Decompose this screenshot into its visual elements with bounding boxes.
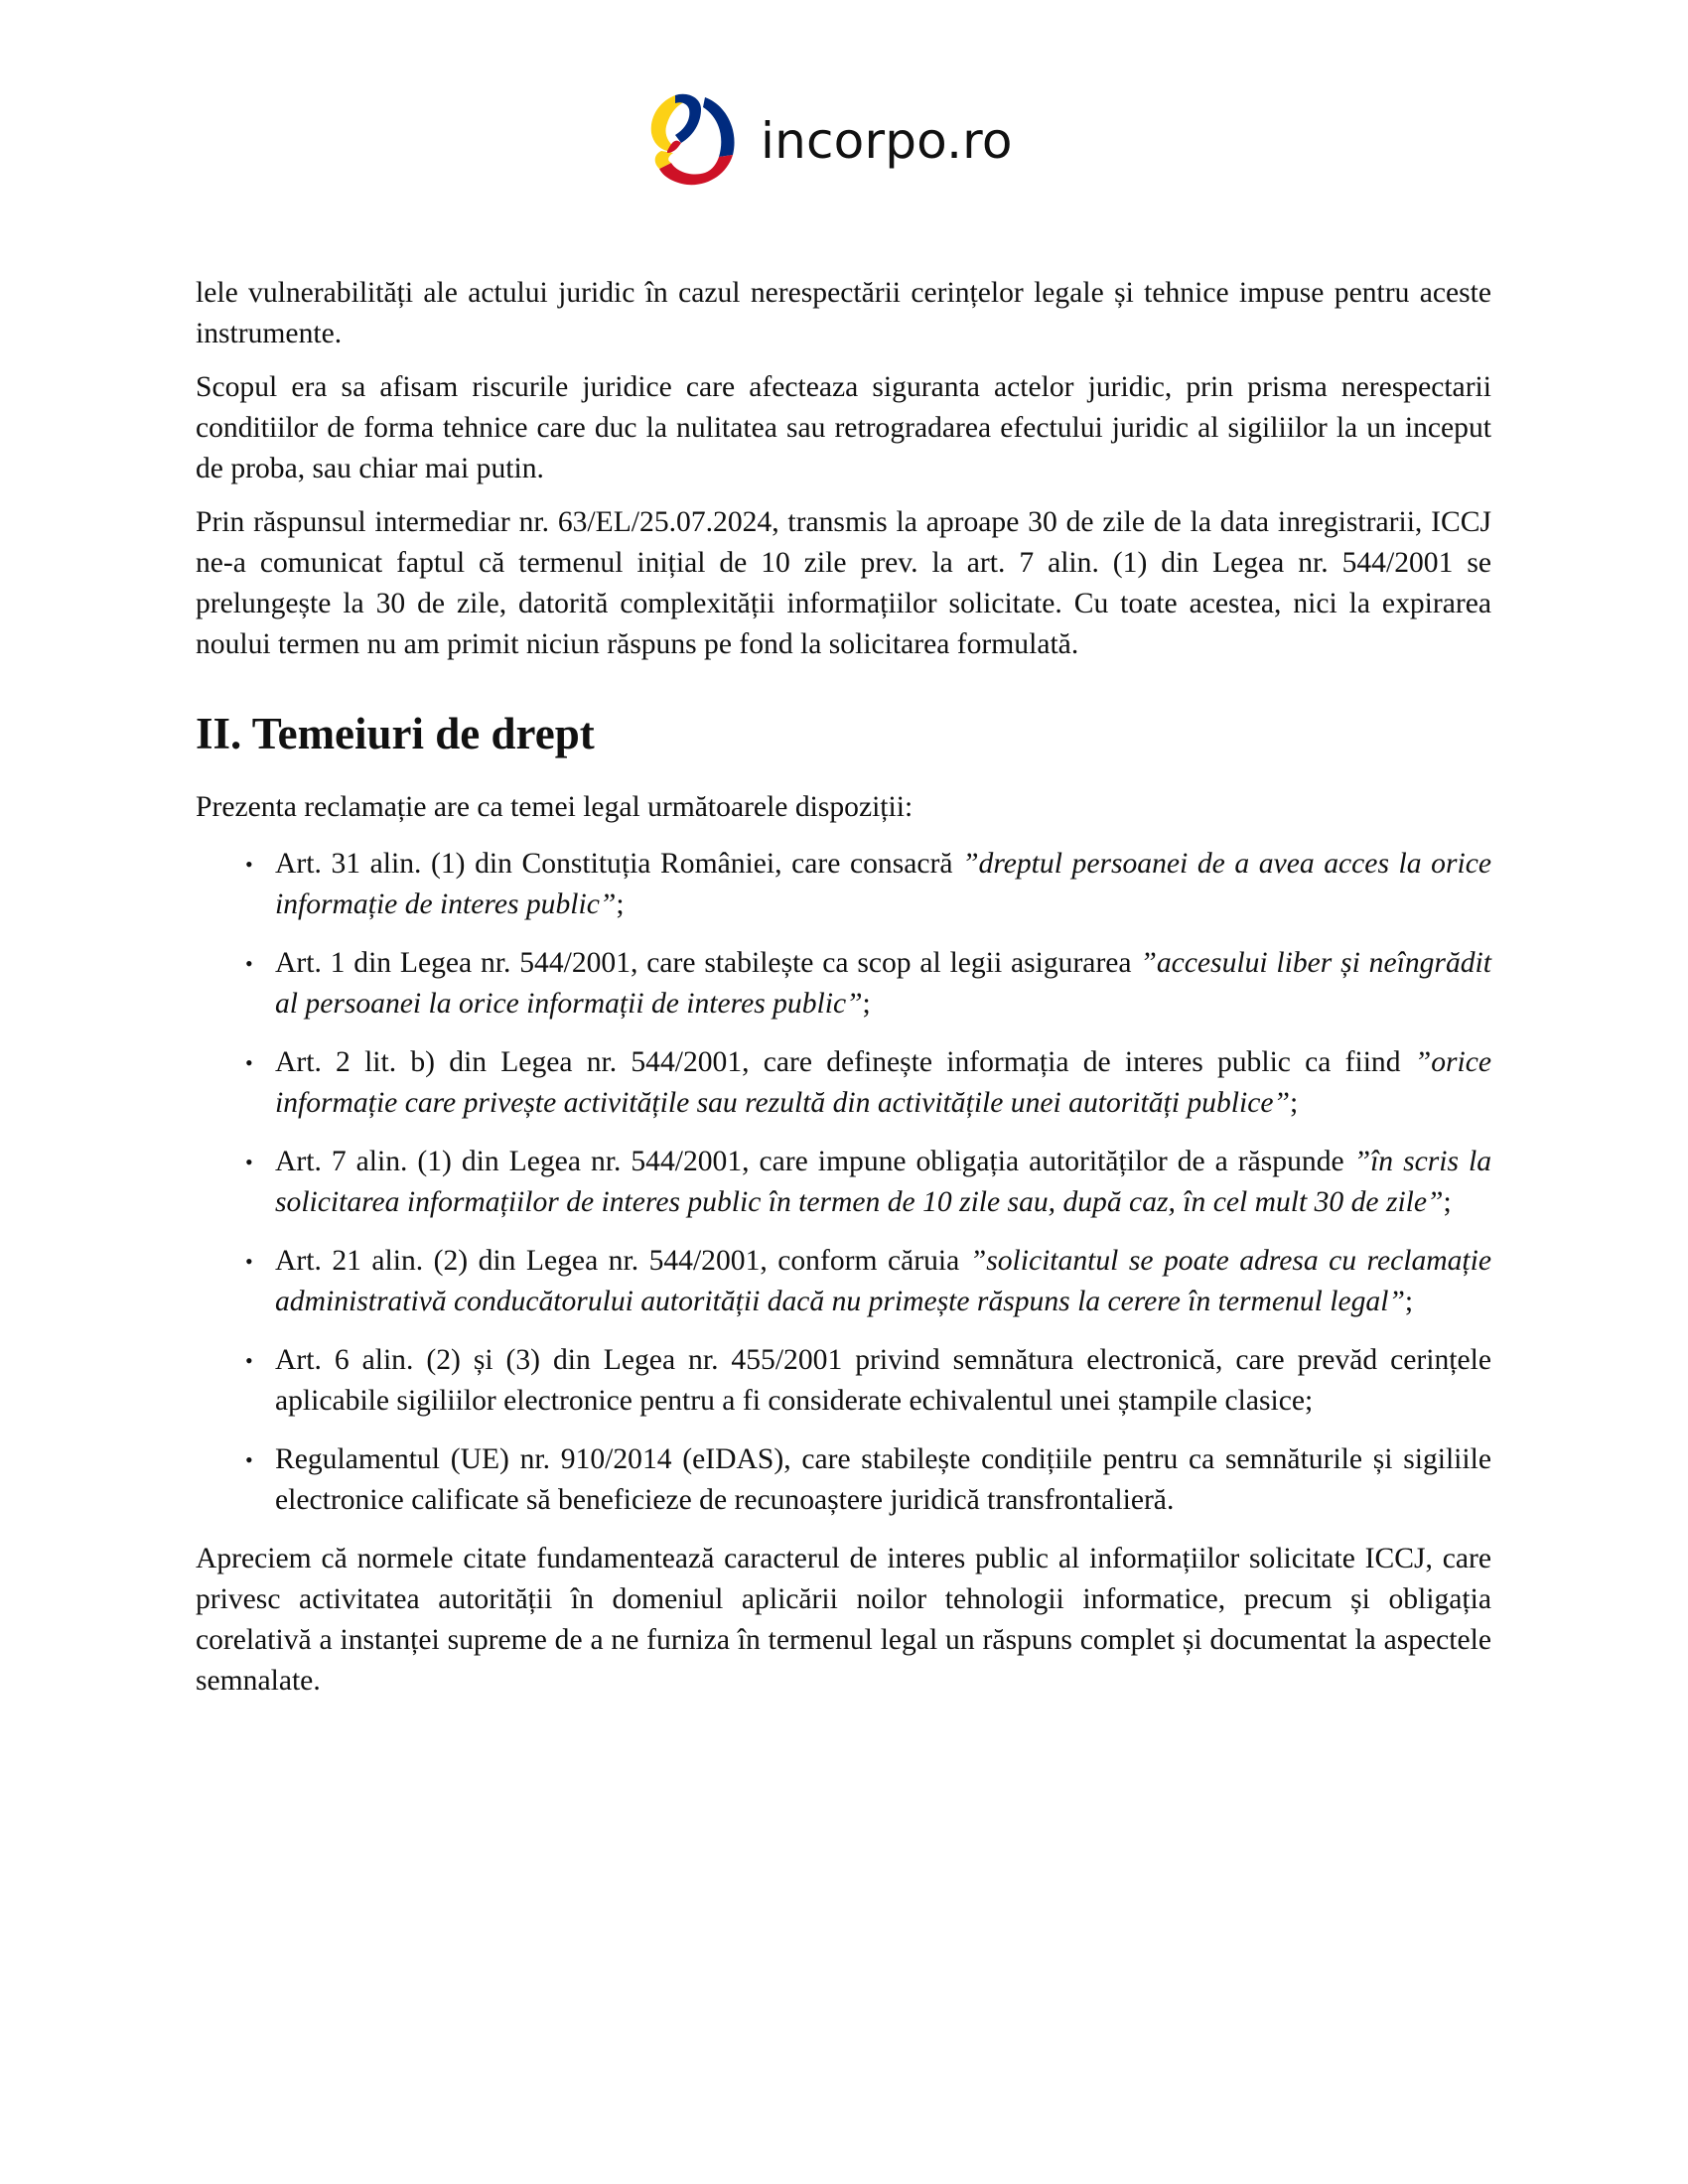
document-body <box>196 273 1491 1714</box>
list-item: • Regulamentul (UE) nr. 910/2014 (eIDAS), care stabilește condițiile pentru ca semnăturile și sigiliile electronice calificate să beneficieze de recunoaștere juridică transfrontalieră. <box>196 1439 1491 1521</box>
logo <box>647 91 1013 191</box>
conclusion-paragraph: Apreciem că normele citate fundamentează caracterul de interes public al informațiilor solicitate ICCJ, care privesc activitatea autorității în domeniul aplicării noilor tehnologii informatice, precum și obligația corelativă a instanței supreme de a ne furniza în termenul legal un răspuns complet și documentat la aspectele semnalate. <box>196 1542 1491 1697</box>
paragraph: Scopul era sa afisam riscurile juridice care afecteaza siguranta actelor juridic, prin prisma nerespectarii conditiilor de forma tehnice care duc la nulitatea sau retrogradarea efectului juridic al sigiliilor la un inceput de proba, sau chiar mai putin. <box>196 371 1491 484</box>
list-item: • Art. 1 din Legea nr. 544/2001, care stabilește ca scop al legii asigurarea ”accesului liber și neîngrădit al persoanei la orice informații de interes public”; <box>196 943 1491 1024</box>
quote: ”dreptul persoanei de a avea acces la orice informație de interes public” <box>275 847 1491 920</box>
quote: ”în scris la solicitarea informațiilor de interes public în termen de 10 zile sau, după caz, în cel mult 30 de zile” <box>275 1145 1492 1218</box>
bullet-icon: • <box>245 1347 253 1373</box>
section-intro: Prezenta reclamație are ca temei legal următoarele dispoziții: <box>196 790 914 823</box>
bullet-icon: • <box>245 950 253 976</box>
paragraph: lele vulnerabilități ale actului juridic în cazul nerespectării cerințelor legale și tehnice impuse pentru aceste instrumente. <box>196 277 1491 349</box>
legal-basis-list <box>196 844 1491 1521</box>
logo-text: incorpo.ro <box>761 112 1013 170</box>
bullet-icon: • <box>245 1248 253 1274</box>
paragraph: Prin răspunsul intermediar nr. 63/EL/25.07.2024, transmis la aproape 30 de zile de la data inregistrarii, ICCJ ne-a comunicat faptul că termenul inițial de 10 zile prev. la art. 7 alin. (1) din Legea nr. 544/2001 se prelungește la 30 de zile, datorită complexității informațiilor solicitate. Cu toate acestea, nici la expirarea noului termen nu am primit niciun răspuns pe fond la solicitarea formulată. <box>196 506 1491 660</box>
quote: ”solicitantul se poate adresa cu reclamație administrativă conducătorului autorității dacă nu primește răspuns la cerere în termenul legal” <box>275 1244 1491 1317</box>
list-item: • Art. 7 alin. (1) din Legea nr. 544/2001, care impune obligația autorităților de a răspunde ”în scris la solicitarea informațiilor de interes public în termen de 10 zile sau, după caz, în cel mult 30 de zile”; <box>196 1142 1491 1223</box>
list-item: • Art. 2 lit. b) din Legea nr. 544/2001, care definește informația de interes public ca fiind ”orice informație care privește activitățile sau rezultă din activitățile unei autorități publice”; <box>196 1042 1491 1124</box>
bullet-icon: • <box>245 1149 253 1174</box>
incorpo-logo-icon <box>647 91 739 191</box>
bullet-icon: • <box>245 1446 253 1472</box>
bullet-icon: • <box>245 1049 253 1075</box>
list-item: • Art. 6 alin. (2) și (3) din Legea nr. 455/2001 privind semnătura electronică, care prevăd cerințele aplicabile sigiliilor electronice pentru a fi considerate echivalentul unei ștampile clasice; <box>196 1340 1491 1422</box>
section-heading: II. Temeiuri de drept <box>196 709 595 758</box>
bullet-icon: • <box>245 851 253 877</box>
quote: ”orice informație care privește activitățile sau rezultă din activitățile unei autorități publice” <box>275 1045 1491 1119</box>
list-item: • Art. 21 alin. (2) din Legea nr. 544/2001, conform căruia ”solicitantul se poate adresa cu reclamație administrativă conducătorului autorității dacă nu primește răspuns la cerere în termenul legal”; <box>196 1241 1491 1322</box>
list-item: • Art. 31 alin. (1) din Constituția României, care consacră ”dreptul persoanei de a avea acces la orice informație de interes public”; <box>196 844 1491 925</box>
quote: ”accesului liber și neîngrădit al persoanei la orice informații de interes public” <box>275 946 1491 1020</box>
